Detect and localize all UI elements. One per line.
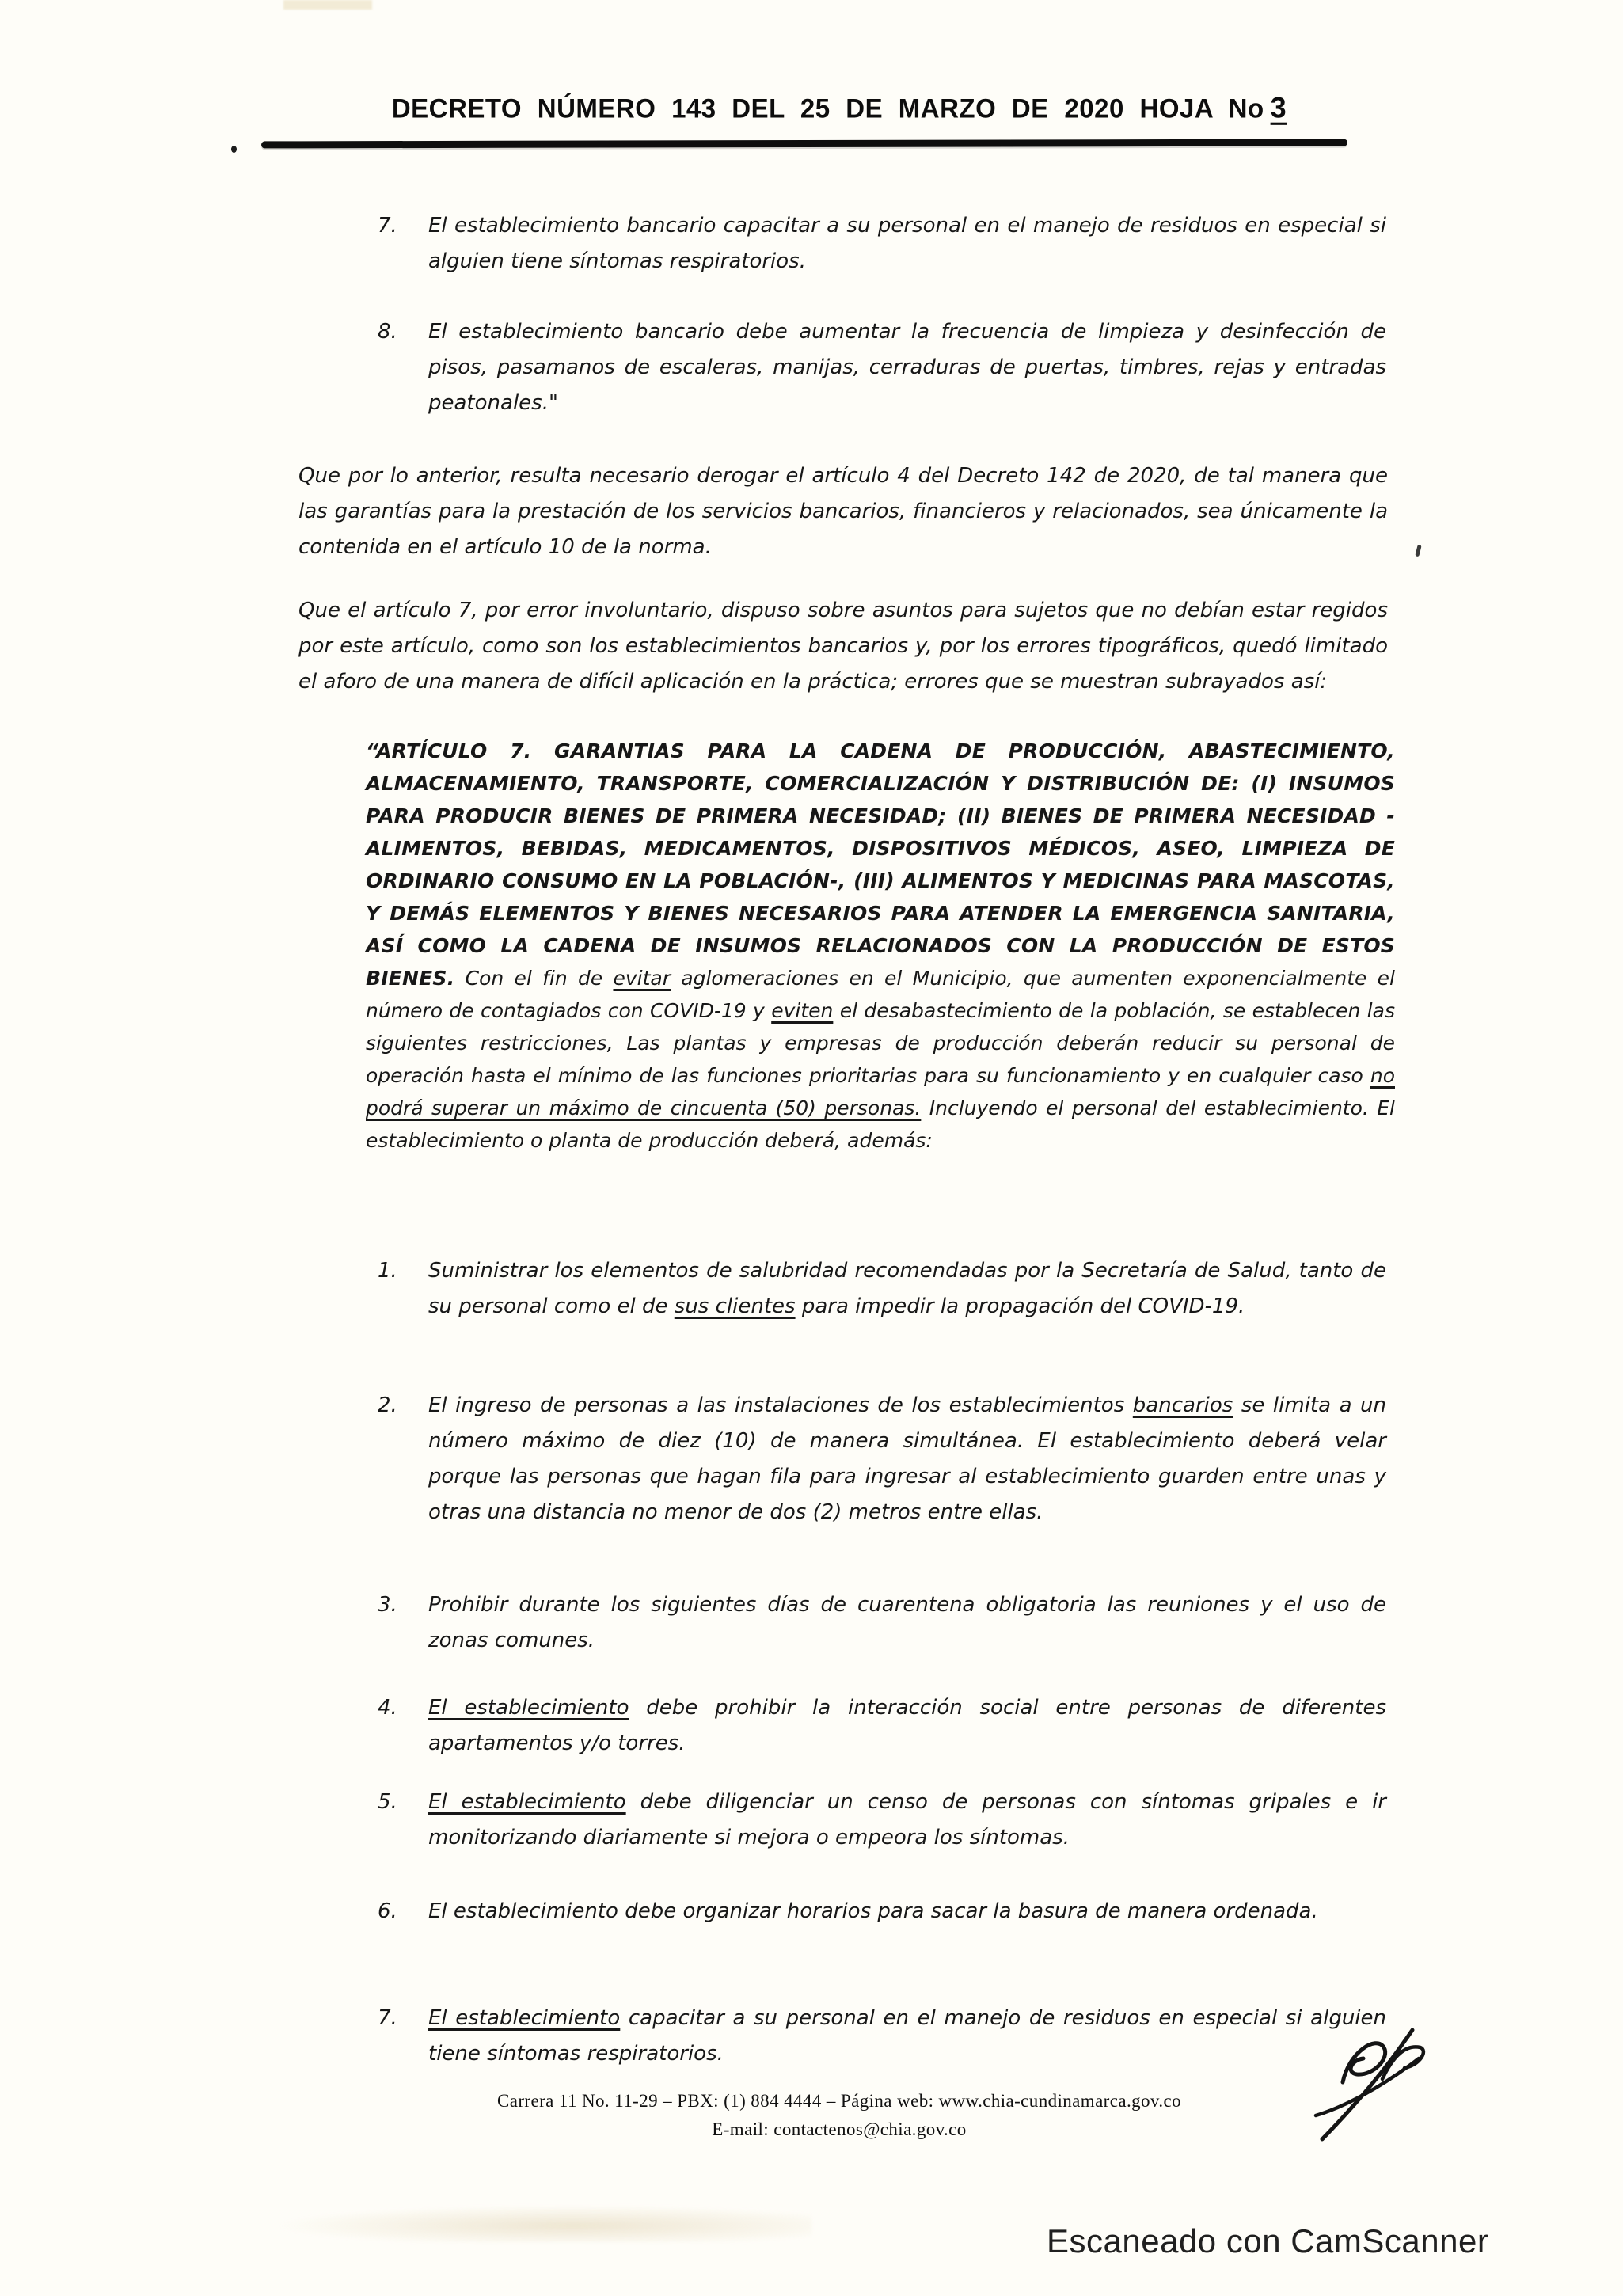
quoted-list-item-7	[378, 208, 1386, 279]
page-number: 3	[1270, 90, 1287, 124]
scan-artifact-dot	[231, 146, 237, 153]
restriction-item-4	[378, 1690, 1386, 1762]
list-item-number: 4.	[378, 1696, 397, 1720]
list-item-text: El establecimiento bancario capacitar a su personal en el manejo de residuos en especial si alguien tiene síntomas respiratorios.	[428, 214, 1386, 273]
footer-email: E-mail: contactenos@chia.gov.co	[712, 2119, 967, 2139]
restriction-item-5	[378, 1785, 1386, 1856]
list-item-number: 1.	[378, 1259, 397, 1283]
header-rule	[261, 139, 1347, 149]
list-item-text: Suministrar los elementos de salubridad recomendadas por la Secretaría de Salud, tanto de su personal como el de sus clientes para impedir la propagación del COVID-19.	[428, 1259, 1386, 1318]
restriction-item-2	[378, 1388, 1386, 1530]
article-7-block: “ARTÍCULO 7. GARANTIAS PARA LA CADENA DE PRODUCCIÓN, ABASTECIMIENTO, ALMACENAMIENTO, TRANSPORTE, COMERCIALIZACIÓN Y DISTRIBUCIÓN DE: (I) INSUMOS PARA PRODUCIR BIENES DE PRIMERA NECESIDAD; (II) BIENES DE PRIMERA NECESIDAD -ALIMENTOS, BEBIDAS, MEDICAMENTOS, DISPOSITIVOS MÉDICOS, ASEO, LIMPIEZA DE ORDINARIO CONSUMO EN LA POBLACIÓN-, (III) ALIMENTOS Y MEDICINAS PARA MASCOTAS, Y DEMÁS ELEMENTOS Y BIENES NECESARIOS PARA ATENDER LA EMERGENCIA SANITARIA, ASÍ COMO LA CADENA DE INSUMOS RELACIONADOS CON LA PRODUCCIÓN DE ESTOS BIENES. Con el fin de evitar aglomeraciones en el Municipio, que aumenten exponencialmente el número de contagiados con COVID-19 y eviten el desabastecimiento de la población, se establecen las siguientes restricciones, Las plantas y empresas de producción deberán reducir su personal de operación hasta el mínimo de las funciones prioritarias para su funcionamiento y en cualquier caso no podrá superar un máximo de cincuenta (50) personas. Incluyendo el personal del establecimiento. El establecimiento o planta de producción deberá, además:	[366, 739, 1395, 1152]
paragraph-derogation: Que por lo anterior, resulta necesario derogar el artículo 4 del Decreto 142 de 2020, de tal manera que las garantías para la prestación de los servicios bancarios, financieros y relacionados, sea únicamente la contenida en el artículo 10 de la norma.	[298, 464, 1388, 559]
restriction-item-3	[378, 1587, 1386, 1659]
scan-artifact-top	[283, 0, 372, 10]
list-item-text: El ingreso de personas a las instalaciones de los establecimientos bancarios se limita a un número máximo de diez (10) de manera simultánea. El establecimiento deberá velar porque las personas que hagan fila para ingresar al establecimiento guarden entre unas y otras una distancia no menor de dos (2) metros entre ellas.	[428, 1393, 1386, 1524]
scan-artifact-tick	[1415, 545, 1421, 557]
list-item-number: 2.	[378, 1393, 397, 1417]
restriction-item-7	[378, 2001, 1386, 2072]
quoted-list-item-8	[378, 314, 1386, 421]
list-item-number: 7.	[378, 214, 397, 238]
list-item-number: 7.	[378, 2006, 397, 2030]
list-item-text: El establecimiento debe diligenciar un censo de personas con síntomas gripales e ir monitorizando diariamente si mejora o empeora los síntomas.	[428, 1790, 1386, 1849]
list-item-text: El establecimiento bancario debe aumentar la frecuencia de limpieza y desinfección de pisos, pasamanos de escaleras, manijas, cerraduras de puertas, timbres, rejas y entradas peatonales."	[428, 320, 1386, 415]
list-item-number: 8.	[378, 320, 397, 344]
page-header	[28, 91, 1623, 125]
list-item-text: Prohibir durante los siguientes días de cuarentena obligatoria las reuniones y el uso de zonas comunes.	[428, 1593, 1386, 1652]
restriction-item-6	[378, 1894, 1386, 1929]
list-item-number: 5.	[378, 1790, 397, 1814]
paragraph-article7-errors: Que el artículo 7, por error involuntario, dispuso sobre asuntos para sujetos que no debían estar regidos por este artículo, como son los establecimientos bancarios y, por los errores tipográficos, quedó limitado el aforo de una manera de difícil aplicación en la práctica; errores que se muestran subrayados así:	[298, 599, 1388, 694]
list-item-number: 6.	[378, 1899, 397, 1923]
list-item-text: El establecimiento capacitar a su personal en el manejo de residuos en especial si alguien tiene síntomas respiratorios.	[428, 2006, 1386, 2066]
restriction-item-1	[378, 1253, 1386, 1325]
scan-artifact-smudge	[281, 2206, 812, 2242]
header-title: DECRETO NÚMERO 143 DEL 25 DE MARZO DE 2020 HOJA No	[391, 93, 1264, 124]
signature-mark	[1287, 2024, 1430, 2150]
footer-address: Carrera 11 No. 11-29 – PBX: (1) 884 4444 – Página web: www.chia-cundinamarca.gov.co	[497, 2091, 1181, 2111]
camscanner-watermark: Escaneado con CamScanner	[1047, 2222, 1489, 2260]
list-item-text: El establecimiento debe prohibir la interacción social entre personas de diferentes apartamentos y/o torres.	[428, 1696, 1386, 1755]
list-item-text: El establecimiento debe organizar horarios para sacar la basura de manera ordenada.	[428, 1899, 1318, 1923]
list-item-number: 3.	[378, 1593, 397, 1617]
